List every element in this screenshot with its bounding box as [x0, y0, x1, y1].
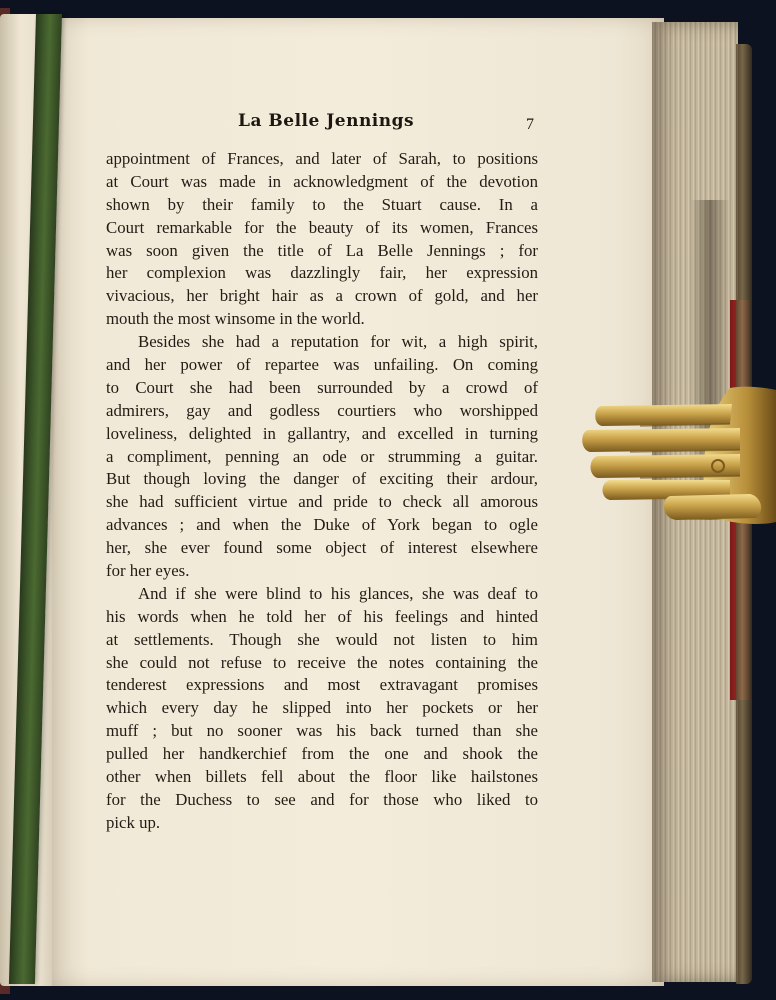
- text-line: pulled her handkerchief from the one and shook the: [106, 744, 538, 764]
- text-line: Court remarkable for the beauty of its women, Frances: [106, 217, 538, 237]
- text-line: muff ; but no sooner was his back turned than she: [106, 721, 538, 741]
- text-line: which every day he slipped into her pockets or her: [106, 698, 538, 718]
- text-line: pick up.: [106, 812, 161, 832]
- running-head: La Belle Jennings: [238, 111, 415, 131]
- page-number: 7: [526, 116, 534, 133]
- paragraph: [106, 331, 538, 583]
- brass-hand-page-holder: [580, 384, 776, 526]
- text-line: her complexion was dazzlingly fair, her expression: [106, 263, 538, 283]
- text-line: And if she were blind to his glances, she was deaf to: [138, 583, 538, 603]
- text-line: shown by their family to the Stuart cause. In a: [106, 194, 538, 214]
- paragraph: [106, 148, 538, 331]
- text-line: vivacious, her bright hair as a crown of gold, and her: [106, 286, 538, 306]
- text-line: for her eyes.: [106, 561, 190, 581]
- text-line: her, she ever found some object of interest elsewhere: [106, 538, 538, 558]
- text-line: and her power of repartee was unfailing. On coming: [106, 355, 538, 375]
- text-line: loveliness, delighted in gallantry, and excelled in turning: [106, 423, 538, 443]
- text-line: Besides she had a reputation for wit, a high spirit,: [138, 332, 538, 352]
- text-line: appointment of Frances, and later of Sarah, to positions: [106, 149, 538, 168]
- text-line: tenderest expressions and most extravagant promises: [106, 675, 538, 695]
- text-line: other when billets fell about the floor like hailstones: [106, 767, 538, 787]
- text-line: admirers, gay and godless courtiers who worshipped: [106, 400, 538, 420]
- text-line: advances ; and when the Duke of York began to ogle: [106, 515, 538, 535]
- text-line: mouth the most winsome in the world.: [106, 309, 365, 329]
- text-line: she could not refuse to receive the notes containing the: [106, 652, 538, 672]
- text-line: his words when he told her of his feelings and hinted: [106, 606, 538, 626]
- text-line: to Court she had been surrounded by a crowd of: [106, 377, 538, 397]
- text-line: But though loving the danger of exciting their ardour,: [106, 469, 538, 489]
- text-line: at settlements. Though she would not listen to him: [106, 629, 538, 649]
- text-line: for the Duchess to see and for those who liked to: [106, 789, 538, 809]
- body-text: [106, 148, 538, 835]
- text-line: a compliment, penning an ode or strumming a guitar.: [106, 446, 538, 466]
- text-line: was soon given the title of La Belle Jennings ; for: [106, 240, 538, 260]
- text-line: at Court was made in acknowledgment of the devotion: [106, 171, 538, 191]
- paragraph: [106, 583, 538, 835]
- text-line: she had sufficient virtue and pride to check all amorous: [106, 492, 538, 512]
